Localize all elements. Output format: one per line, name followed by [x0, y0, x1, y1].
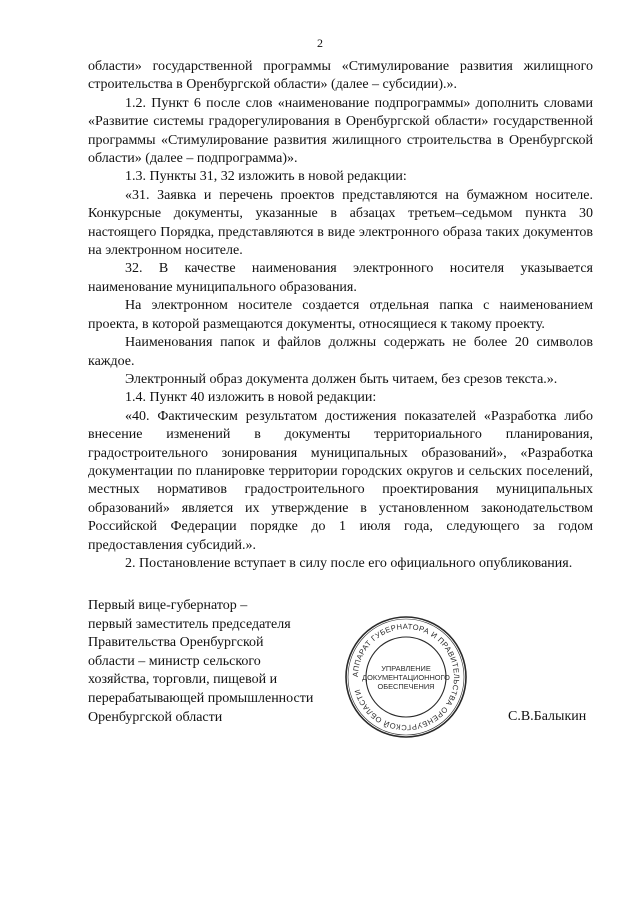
signatory-title-line: хозяйства, торговли, пищевой и — [88, 672, 278, 688]
signatory-title-line: Первый вице-губернатор – — [88, 598, 248, 613]
stamp-center-line: УПРАВЛЕНИЕ — [381, 664, 431, 673]
signatory-title-line: перерабатывающей промышленности — [88, 690, 314, 706]
document-body — [88, 58, 593, 573]
paragraph: Наименования папок и файлов должны содержать не более 20 символов каждое. — [88, 335, 593, 369]
paragraph: 32. В качестве наименования электронного носителя указывается наименование муниципального образования. — [88, 261, 593, 295]
signatory-title-line: области – министр сельского — [88, 653, 261, 669]
signatory-title-line: Правительства Оренбургской — [88, 635, 264, 651]
signatory-name: С.В.Балыкин — [508, 709, 587, 724]
paragraph: «40. Фактическим результатом достижения показателей «Разработка либо внесение изменений в документы территориального планирования, градостроительного зонирования муниципальных образований», «Разработка документации по планировке территории городских округов и сельских поселений, местных нормативов градостроительного проектирования муниципальных образований» является их утверждение в установленном законодательством Российской Федерации порядке до 1 июля года, следующего за годом предоставления субсидий.». — [88, 408, 593, 553]
stamp-ring-text: АППАРАТ ГУБЕРНАТОРА И ПРАВИТЕЛЬСТВА ОРЕНБУРГСКОЙ ОБЛАСТИ — [350, 621, 462, 733]
paragraph: 2. Постановление вступает в силу после его официального опубликования. — [125, 555, 573, 571]
stamp-center-line: ДОКУМЕНТАЦИОННОГО — [362, 673, 450, 682]
page-number: 2 — [317, 36, 323, 50]
paragraph: области» государственной программы «Стимулирование развития жилищного строительства в Оренбургской области» (далее – субсидии).». — [88, 59, 593, 93]
paragraph: 1.3. Пункты 31, 32 изложить в новой редакции: — [125, 169, 407, 185]
signatory-title — [88, 597, 348, 727]
paragraph: Электронный образ документа должен быть читаем, без срезов текста.». — [125, 371, 558, 387]
signatory-title-line: первый заместитель председателя — [88, 616, 291, 632]
paragraph: «31. Заявка и перечень проектов представляются на бумажном носителе. Конкурсные документы, указанные в абзацах третьем–седьмом пункта 30 настоящего Порядка, представляются в виде электронного образа таких документов на электронном носителе. — [88, 187, 593, 259]
official-stamp — [343, 614, 469, 740]
stamp-center-line: ОБЕСПЕЧЕНИЯ — [377, 682, 435, 691]
paragraph: На электронном носителе создается отдельная папка с наименованием проекта, в которой размещаются документы, относящиеся к такому проекту. — [88, 298, 593, 332]
paragraph: 1.4. Пункт 40 изложить в новой редакции: — [125, 390, 377, 406]
paragraph: 1.2. Пункт 6 после слов «наименование подпрограммы» дополнить словами «Развитие системы градорегулирования в Оренбургской области» государственной программы «Стимулирование развития жилищного строительства в Оренбургской области» (далее – подпрограмма)». — [88, 95, 593, 167]
signatory-title-line: Оренбургской области — [88, 709, 223, 725]
